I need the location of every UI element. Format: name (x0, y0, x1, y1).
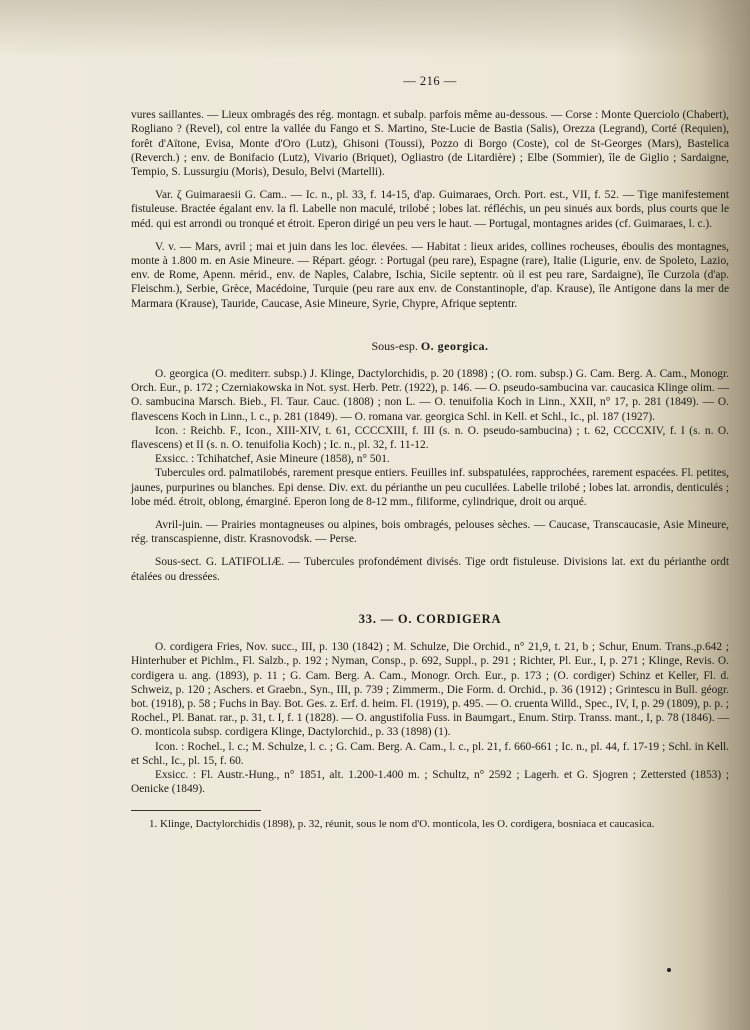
paragraph-georgica-habitat: Avril-juin. — Prairies montagneuses ou alpines, bois ombragés, pelouses sèches. — Caucase, Transcaucasie, Asie Mineure, rég. transcaspienne, distr. Krasnovodsk. — Perse. (131, 519, 729, 546)
paragraph-georgica-synonyms: O. georgica (O. mediterr. subsp.) J. Klinge, Dactylorchidis, p. 20 (1898) ; (O. rom. subsp.) G. Cam. Berg. A. Cam., Monogr. Orch. Eur., p. 172 ; Czerniakowska in Not. syst. Herb. Petr. (1922), p. 146. — O. pseudo-sambucina var. caucasica Klinge olim. — O. sambucina Marsch. Bieb., Fl. Taur. Cauc. (1808) ; non L. — O. tenuifolia Koch in Linn., XXII, n° 17, p. 281 (1849). — O. flavescens Koch in Linn., l. c., p. 281 (1849). — O. romana var. georgica Schl. in Kell. et Schl., Ic., pl. 187 (1927). (131, 368, 729, 423)
page-content (131, 74, 729, 831)
paragraph-distribution: V. v. — Mars, avril ; mai et juin dans les loc. élevées. — Habitat : lieux arides, collines rocheuses, éboulis des montagnes, monte à 1.800 m. en Asie Mineure. — Répart. géogr. : Portugal (peu rare), Espagne (rare), Italie (Ligurie, env. de Spoleto, Lazio, env. de Rome, Apenn. mérid., env. de Naples, Calabre, Ischia, Sicile septentr. où il est peu rare, Sardaigne), île Curzola (d'ap. Fleischm.), Serbie, Grèce, Macédoine, Turquie (peu rare aux env. de Constantinople, d'ap. Krause), île Antigone dans la mer de Marmara (Krause), Tauride, Caucase, Asie Mineure, Syrie, Chypre, Afrique septentr. (131, 240, 729, 310)
paragraph-georgica-icon: Icon. : Reichb. F., Icon., XIII-XIV, t. 61, CCCCXIII, f. III (s. n. O. pseudo-sambucina) ; t. 62, CCCCXIV, f. I (s. n. O. flavescens) et II (s. n. O. tenuifolia Koch) ; Ic. n., pl. 32, f. 11-12. (131, 424, 729, 452)
paragraph-latifoliae: Sous-sect. G. LATIFOLIÆ. — Tubercules profondément divisés. Tige ordt fistuleuse. Divisions lat. ext du périanthe ordt étalées ou dressées. (131, 556, 729, 583)
paragraph-var-guimaraesii: Var. ζ Guimaraesii G. Cam.. — Ic. n., pl. 33, f. 14-15, d'ap. Guimaraes, Orch. Port. est., VII, f. 52. — Tige manifestement fistuleuse. Bractée égalant env. la fl. Labelle non maculé, trilobé ; lobes lat. réfléchis, un peu sinués aux bords, plus courts que le méd. qui est arrondi ou tronqué et étroit. Eperon dirigé un peu vers le haut. — Portugal, montagnes arides (cf. Guimaraes, l. c.). (131, 189, 729, 230)
subspecies-heading-prefix: Sous-esp. (371, 338, 418, 353)
paragraph-localities: vures saillantes. — Lieux ombragés des rég. montagn. et subalp. parfois même au-dessous. — Corse : Monte Querciolo (Chabert), Rogliano ? (Revel), col entre la vallée du Fango et S. Martino, Ste-Lucie de Bastia (Salis), Orezza (Legrand), Corté (Requien), forêt d'Aïtone, Evisa, Monte d'Oro (Lutz), Ghisoni (Toussi), Pozzo di Borgo (Coste), col de St-Georges (Mars), Bastelica (Reverch.) ; env. de Bonifacio (Lutz), Vivario (Briquet), Ogliastro (de Litardière) ; Elbe (Sommier), île de Giglio ; Sardaigne, Tempio, S. Lussurgiu (Moris), Desulo, Belvi (Martelli). (131, 109, 729, 179)
paragraph-cordigera-exsicc: Exsicc. : Fl. Austr.-Hung., n° 1851, alt. 1.200-1.400 m. ; Schultz, n° 2592 ; Lagerh. et G. Sjogren ; Zettersted (1853) ; Oenicke (1849). (131, 768, 729, 796)
footnote: 1. Klinge, Dactylorchidis (1898), p. 32, réunit, sous le nom d'O. monticola, les O. cordigera, bosniaca et caucasica. (149, 818, 655, 831)
subspecies-heading-name: O. georgica. (420, 338, 489, 353)
subspecies-heading (131, 339, 729, 353)
scan-shadow (0, 0, 750, 58)
paragraph-georgica-exsicc: Exsicc. : Tchihatchef, Asie Mineure (1858), n° 501. (155, 453, 390, 466)
footnote-divider (131, 810, 261, 811)
paragraph-cordigera-synonyms: O. cordigera Fries, Nov. succ., III, p. 130 (1842) ; M. Schulze, Die Orchid., n° 21,9, t. 21, b ; Schur, Enum. Trans.,p.642 ; Hinterhuber et Pichlm., Fl. Salzb., p. 192 ; Nyman, Consp., p. 692, Suppl., p. 291 ; Richter, Pl. Eur., I, p. 271 ; Klinge, Revis. O. cordigera u. ang. (1893), p. 11 ; G. Cam. Berg. A. Cam., Monogr. Orch. Eur., p. 173 ; (O. cordiger) Schinz et Keller, Fl. d. Schweiz, p. 120 ; Aschers. et Graebn., Syn., III, p. 739 ; Zimmerm., Die Form. d. Orchid., p. 36 (1912) ; Grintescu in Bull. géogr. bot. (1918), p. 58 ; Fuchs in Bay. Bot. Ges. z. Erf. d. heim. Fl. (1919), p. 495. — O. cruenta Willd., Spec., IV, I, p. 29 (1809), p. p. ; Rochel., Pl. Banat. rar., p. 31, t. I, f. 1 (1828). — O. angustifolia Fuss. in Baumgart., Enum. Stirp. Transs. mant., I, p. 78 (1846). — O. monticola subsp. cordigera Klinge, Dactylorchid., p. 33 (1898) (1). (131, 641, 729, 739)
paragraph-georgica-description: Tubercules ord. palmatilobés, rarement presque entiers. Feuilles inf. subspatulées, rapprochées, rarement espacées. Fl. petites, jaunes, purpurines ou blanches. Epi dense. Div. ext. du périanthe un peu cucullées. Labelle trilobé ; lobes lat. arrondis, denticulés ; lobe méd. étroit, oblong, émarginé. Eperon long de 8-12 mm., filiforme, cylindrique, droit ou arqué. (131, 467, 729, 508)
ink-speck (667, 968, 671, 972)
paragraph-cordigera-icon: Icon. : Rochel., l. c.; M. Schulze, l. c. ; G. Cam. Berg. A. Cam., l. c., pl. 21, f. 660-661 ; Ic. n., pl. 44, f. 17-19 ; Schl. in Kell. et Schl., Ic., pl. 15, f. 60. (131, 740, 729, 767)
page-number: — 216 — (403, 74, 457, 88)
section-heading-cordigera: 33. — O. CORDIGERA (358, 611, 502, 626)
